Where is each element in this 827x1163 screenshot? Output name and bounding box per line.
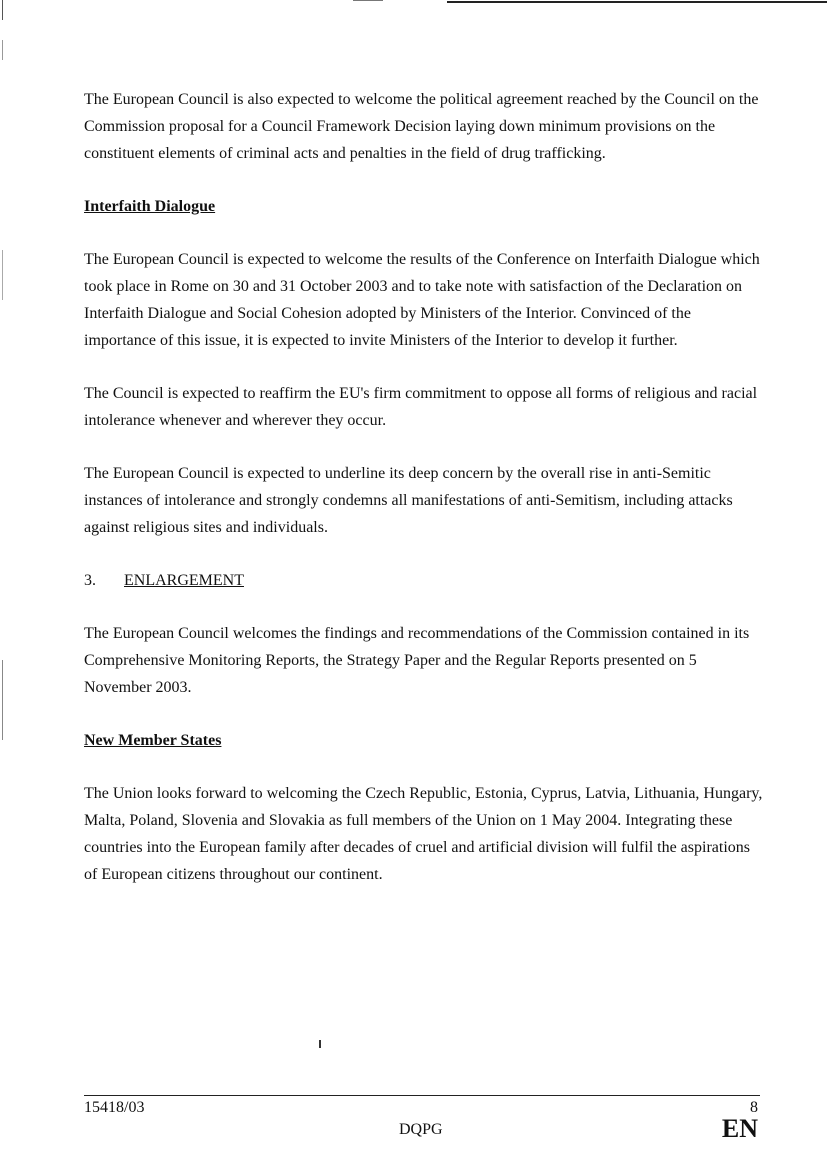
- footer-rule: [84, 1095, 760, 1096]
- top-rule-right: [447, 1, 827, 3]
- scan-mark-artifact: [319, 1040, 321, 1048]
- document-reference: 15418/03: [84, 1099, 145, 1116]
- section-title: ENLARGEMENT: [124, 572, 244, 589]
- top-rule-left: [353, 0, 383, 1]
- language-code: EN: [721, 1114, 758, 1143]
- scan-edge-artifact: [2, 0, 3, 740]
- paragraph-drug-trafficking: The European Council is also expected to welcome the political agreement reached by the Council on the Commission proposal for a Council Framework Decision laying down minimum provisions on the constituent elements of criminal acts and penalties in the field of drug trafficking.: [84, 91, 759, 162]
- paragraph-new-members: The Union looks forward to welcoming the Czech Republic, Estonia, Cyprus, Latvia, Lithuania, Hungary, Malta, Poland, Slovenia and Slovakia as full members of the Union on 1 May 2004. Integrating these countries into the European family after decades of cruel and artificial division will fulfil the aspirations of European citizens throughout our continent.: [84, 785, 763, 883]
- document-unit: DQPG: [399, 1121, 443, 1138]
- paragraph-anti-semitism: The European Council is expected to underline its deep concern by the overall rise in anti-Semitic instances of intolerance and strongly condemns all manifestations of anti-Semitism, including attacks against religious sites and individuals.: [84, 465, 733, 536]
- heading-new-member-states: New Member States: [84, 732, 222, 749]
- section-number: 3.: [84, 572, 96, 589]
- page-number: 8: [750, 1099, 758, 1116]
- paragraph-religious-intolerance: The Council is expected to reaffirm the EU's firm commitment to oppose all forms of religious and racial intolerance whenever and wherever they occur.: [84, 385, 758, 429]
- paragraph-interfaith-conference: The European Council is expected to welcome the results of the Conference on Interfaith Dialogue which took place in Rome on 30 and 31 October 2003 and to take note with satisfaction of the Declaration on Interfaith Dialogue and Social Cohesion adopted by Ministers of the Interior. Convinced of the importance of this issue, it is expected to invite Ministers of the Interior to develop it further.: [84, 251, 760, 349]
- section-heading-enlargement: [84, 567, 764, 594]
- heading-interfaith-dialogue: Interfaith Dialogue: [84, 198, 216, 215]
- document-body: [84, 86, 764, 914]
- paragraph-monitoring-reports: The European Council welcomes the findings and recommendations of the Commission contained in its Comprehensive Monitoring Reports, the Strategy Paper and the Regular Reports presented on 5 November 2003.: [84, 625, 750, 696]
